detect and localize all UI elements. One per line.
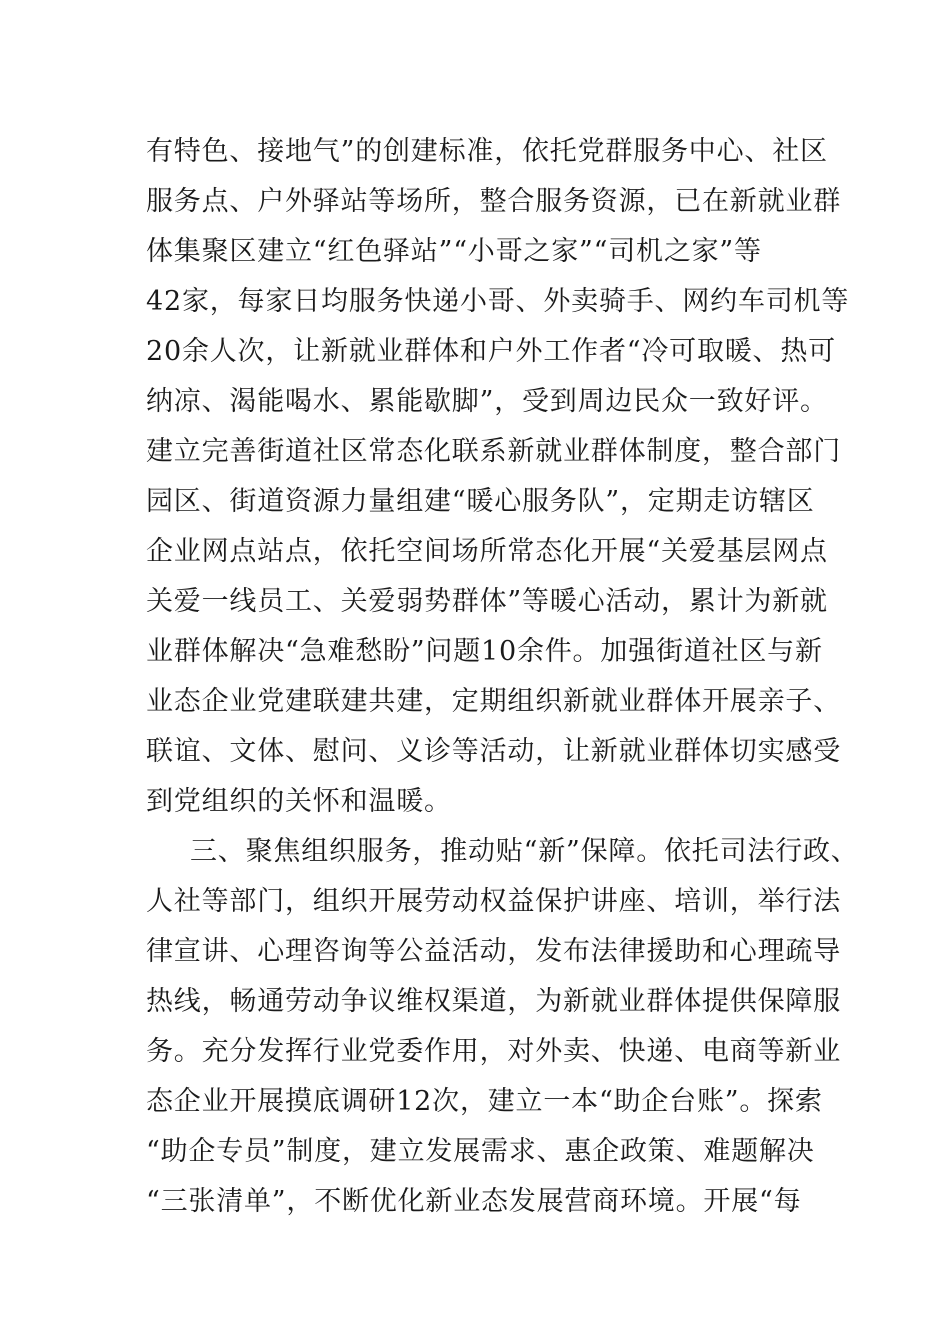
text-line: 态企业开展摸底调研12次，建立一本“助企台账”。探索 (146, 1086, 823, 1117)
text-line: 业态企业党建联建共建，定期组织新就业群体开展亲子、 (146, 686, 841, 717)
text-line: 企业网点站点，依托空间场所常态化开展“关爱基层网点 (146, 536, 828, 567)
text-line: “三张清单”，不断优化新业态发展营商环境。开展“每 (146, 1186, 802, 1217)
section-heading-line: 三、聚焦组织服务，推动贴“新”保障。依托司法行政、 (190, 836, 859, 867)
text-line: 热线，畅通劳动争议维权渠道，为新就业群体提供保障服 (146, 986, 841, 1017)
text-line: 纳凉、渴能喝水、累能歇脚”，受到周边民众一致好评。 (146, 386, 828, 417)
text-line: 务。充分发挥行业党委作用，对外卖、快递、电商等新业 (146, 1036, 841, 1067)
text-line: 律宣讲、心理咨询等公益活动，发布法律援助和心理疏导 (146, 936, 841, 967)
text-line: 体集聚区建立“红色驿站”“小哥之家”“司机之家”等 (146, 236, 762, 267)
text-line: 有特色、接地气”的创建标准，依托党群服务中心、社区 (146, 136, 828, 167)
text-line: 20余人次，让新就业群体和户外工作者“冷可取暖、热可 (146, 336, 836, 367)
text-line: 园区、街道资源力量组建“暖心服务队”，定期走访辖区 (146, 486, 815, 517)
text-line: 关爱一线员工、关爱弱势群体”等暖心活动，累计为新就 (146, 586, 828, 617)
text-line: “助企专员”制度，建立发展需求、惠企政策、难题解决 (146, 1136, 815, 1167)
text-line: 人社等部门，组织开展劳动权益保护讲座、培训，举行法 (146, 886, 841, 917)
text-line: 联谊、文体、慰问、义诊等活动，让新就业群体切实感受 (146, 736, 841, 767)
text-line: 服务点、户外驿站等场所，整合服务资源，已在新就业群 (146, 186, 841, 217)
text-line: 42家，每家日均服务快递小哥、外卖骑手、网约车司机等 (146, 286, 850, 317)
text-line: 业群体解决“急难愁盼”问题10余件。加强街道社区与新 (146, 636, 823, 667)
text-line: 到党组织的关怀和温暖。 (146, 786, 452, 817)
text-line: 建立完善街道社区常态化联系新就业群体制度，整合部门 (146, 436, 841, 467)
